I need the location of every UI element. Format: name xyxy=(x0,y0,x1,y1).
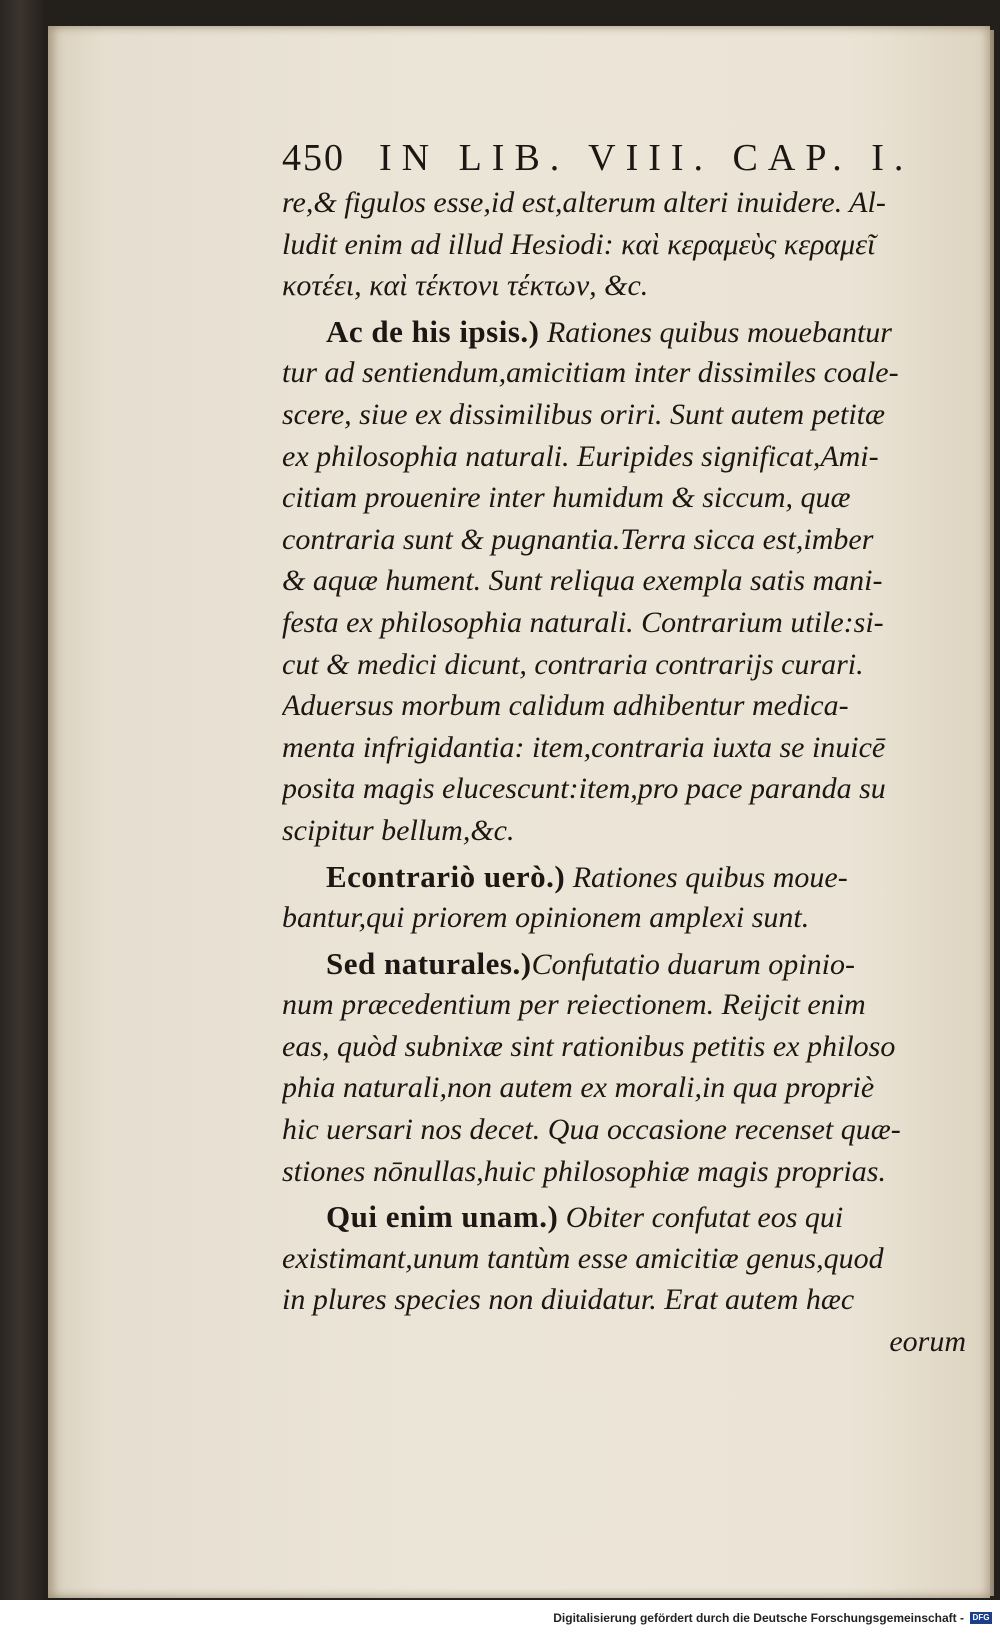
text-line xyxy=(282,685,972,727)
line-text: scere, siue ex dissimilibus oriri. Sunt autem petitæ xyxy=(282,397,886,431)
text-line xyxy=(282,477,972,519)
text-line xyxy=(282,1067,972,1109)
text-line xyxy=(282,1151,972,1193)
lemma: Qui enim unam.) xyxy=(326,1199,559,1235)
dfg-logo-icon: DFG xyxy=(970,1612,992,1624)
line-text: phia naturali,non autem ex morali,in qua propriè xyxy=(282,1071,875,1105)
text-line xyxy=(282,727,972,769)
line-text: eorum xyxy=(889,1325,966,1359)
text-line xyxy=(282,1196,972,1238)
line-text: & aquæ hument. Sunt reliqua exempla satis mani- xyxy=(282,564,883,598)
line-text: Obiter confutat eos qui xyxy=(558,1201,844,1235)
lemma: Econtrariò uerò.) xyxy=(326,858,566,894)
line-text: posita magis elucescunt:item,pro pace paranda su xyxy=(282,772,886,806)
line-text: cut & medici dicunt, contraria contrarijs curari. xyxy=(282,647,864,681)
catchword xyxy=(282,1321,972,1363)
line-text: scipitur bellum,&c. xyxy=(282,813,515,847)
text-line xyxy=(282,436,972,478)
line-text: bantur,qui priorem opinionem amplexi sunt. xyxy=(282,901,810,935)
text-line xyxy=(282,1026,972,1068)
text-line xyxy=(282,768,972,810)
line-text: citiam prouenire inter humidum & siccum, quæ xyxy=(282,481,851,515)
line-text: Aduersus morbum calidum adhibentur medica- xyxy=(282,689,849,723)
line-text: stiones nōnullas,huic philosophiæ magis proprias. xyxy=(282,1154,886,1188)
text-line xyxy=(282,810,972,852)
text-line xyxy=(282,265,972,307)
text-line xyxy=(282,1279,972,1321)
text-line xyxy=(282,519,972,561)
page-number: 450 xyxy=(282,137,345,179)
text-line xyxy=(282,182,972,224)
line-text: contraria sunt & pugnantia.Terra sicca est,imber xyxy=(282,522,874,556)
lemma: Sed naturales.) xyxy=(326,945,532,981)
lemma: Ac de his ipsis.) xyxy=(326,313,540,349)
text-line xyxy=(282,1109,972,1151)
text-block xyxy=(282,134,972,1363)
line-text: hic uersari nos decet. Qua occasione recenset quæ- xyxy=(282,1113,901,1147)
line-text: ex philosophia naturali. Euripides significat,Ami- xyxy=(282,439,879,473)
digitization-footer xyxy=(0,1600,1000,1635)
page-header xyxy=(282,134,972,182)
line-text: festa ex philosophia naturali. Contrarium utile:si- xyxy=(282,605,884,639)
line-text: re,& figulos esse,id est,alterum alteri inuidere. Al- xyxy=(282,186,886,219)
text-line xyxy=(282,1238,972,1280)
line-text: menta infrigidantia: item,contraria iuxta se inuicē xyxy=(282,730,886,764)
text-line xyxy=(282,560,972,602)
text-line xyxy=(282,224,972,266)
text-line xyxy=(282,644,972,686)
line-text: num præcedentium per reiectionem. Reijcit enim xyxy=(282,988,866,1022)
text-line xyxy=(282,394,972,436)
line-text: existimant,unum tantùm esse amicitiæ genus,quod xyxy=(282,1241,884,1275)
text-line xyxy=(282,943,972,985)
text-line xyxy=(282,856,972,898)
line-text: eas, quòd subnixæ sint rationibus petitis ex philoso xyxy=(282,1029,896,1063)
line-text: tur ad sentiendum,amicitiam inter dissimiles coale- xyxy=(282,356,899,390)
line-text: Rationes quibus moue- xyxy=(565,860,848,894)
line-text: ludit enim ad illud Hesiodi: καὶ κεραμεὺς κεραμεῖ xyxy=(282,227,876,261)
text-line xyxy=(282,602,972,644)
line-text: in plures species non diuidatur. Erat autem hæc xyxy=(282,1283,855,1317)
text-line xyxy=(282,984,972,1026)
line-text: κοτέει, καὶ τέκτονι τέκτων, &c. xyxy=(282,269,649,303)
footer-credit: Digitalisierung gefördert durch die Deutsche Forschungsgemeinschaft - xyxy=(553,1610,964,1625)
line-text: Confutatio duarum opinio- xyxy=(531,947,855,981)
line-text: Rationes quibus mouebantur xyxy=(539,315,892,349)
text-line xyxy=(282,311,972,353)
running-head: IN LIB. VIII. CAP. I. xyxy=(379,137,914,179)
text-line xyxy=(282,352,972,394)
text-line xyxy=(282,897,972,939)
